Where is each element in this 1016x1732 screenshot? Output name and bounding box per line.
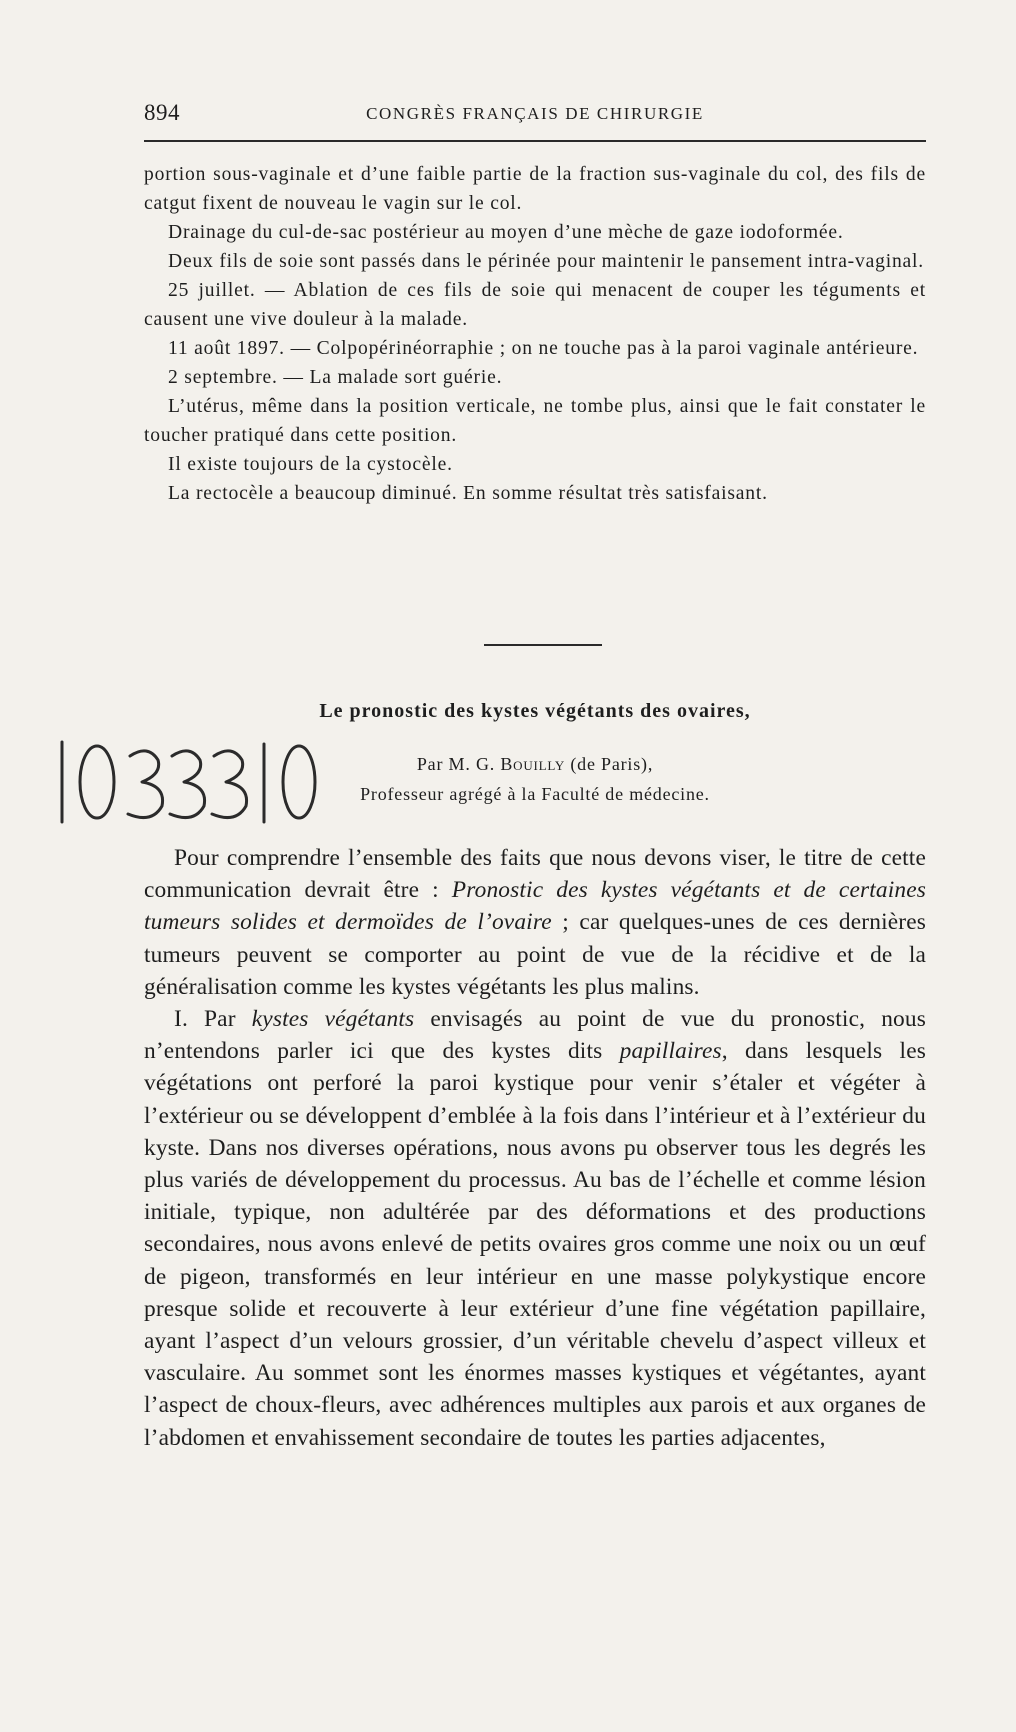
author-title: Professeur agrégé à la Faculté de médecine. [360, 784, 710, 804]
author-name: Bouilly [500, 754, 566, 774]
paragraph: La rectocèle a beaucoup diminué. En somme résultat très satisfaisant. [168, 483, 768, 504]
italic-run: Pronostic des kystes végétants et de certaines tumeurs solides et dermoïdes de l’ovaire [144, 877, 926, 936]
author-suffix: (de Paris), [565, 754, 654, 774]
paragraph: L’utérus, même dans la position verticale, ne tombe plus, ainsi que le fait constater le toucher pratiqué dans cette position. [144, 396, 926, 446]
article-title: Le pronostic des kystes végétants des ovaires, [319, 700, 751, 722]
previous-article-text [144, 160, 926, 508]
article-body [144, 842, 926, 1454]
author-prefix: Par M. G. [416, 754, 501, 774]
text-run: Pour comprendre l’ensemble des faits que nous devons viser, le titre de cette communication devrait être : [144, 845, 926, 904]
paragraph: Drainage du cul-de-sac postérieur au moyen d’une mèche de gaze iodoformée. [168, 222, 844, 243]
italic-run: papillaires [619, 1038, 722, 1065]
paragraph: 11 août 1897. — Colpopérinéorraphie ; on ne touche pas à la paroi vaginale antérieure. [168, 338, 919, 359]
italic-run: kystes végétants [251, 1006, 415, 1033]
running-title: CONGRÈS FRANÇAIS DE CHIRURGIE [366, 104, 704, 123]
paragraph: 2 septembre. — La malade sort guérie. [168, 367, 503, 388]
paragraph: portion sous-vaginale et d’une faible partie de la fraction sus-vaginale du col, des fils de catgut fixent de nouveau le vagin sur le col. [144, 164, 926, 214]
text-run: I. Par [174, 1006, 252, 1033]
paragraph: 25 juillet. — Ablation de ces fils de soie qui menacent de couper les téguments et causent une vive douleur à la malade. [144, 280, 926, 330]
paragraph [144, 842, 926, 1003]
paragraph: Il existe toujours de la cystocèle. [168, 454, 453, 475]
page-number: 894 [144, 100, 180, 125]
text-run: , dans lesquels les végétations ont perforé la paroi kystique pour venir s’étaler et végéter à l’extérieur ou se développent d’emblée à la fois dans l’intérieur et à l’extérieur du kyste. Dans nos diverses opérations, nous avons pu observer tous les degrés les plus variés de développement du processus. Au bas de l’échelle et comme lésion initiale, typique, non adultérée par des déformations et des productions secondaires, nous avons enlevé de petits ovaires gros comme une noix ou un œuf de pigeon, transformés en leur intérieur en une masse polykystique encore presque solide et recouverte à leur extérieur d’une fine végétation papillaire, ayant l’aspect d’un velours grossier, d’un véritable chevelu d’aspect villeux et vasculaire. Au sommet sont les énormes masses kystiques et végétantes, ayant l’aspect de choux-fleurs, avec adhérences multiples aux parois et aux organes de l’abdomen et envahissement secondaire de toutes les parties adjacentes, [144, 1038, 926, 1451]
page-header [144, 100, 926, 132]
handwritten-annotation [52, 730, 322, 830]
header-rule [144, 140, 926, 142]
text-run: envisagés au point de vue du pronostic, nous n’entendons parler ici que des kystes dits [144, 1006, 926, 1065]
paragraph: Deux fils de soie sont passés dans le périnée pour maintenir le pansement intra-vaginal. [168, 251, 924, 272]
text-run: ; car quelques-unes de ces dernières tumeurs peuvent se comporter au point de vue de la récidive et de la généralisation comme les kystes végétants les plus malins. [144, 909, 926, 1000]
paragraph [144, 1003, 926, 1454]
section-divider [484, 644, 602, 646]
